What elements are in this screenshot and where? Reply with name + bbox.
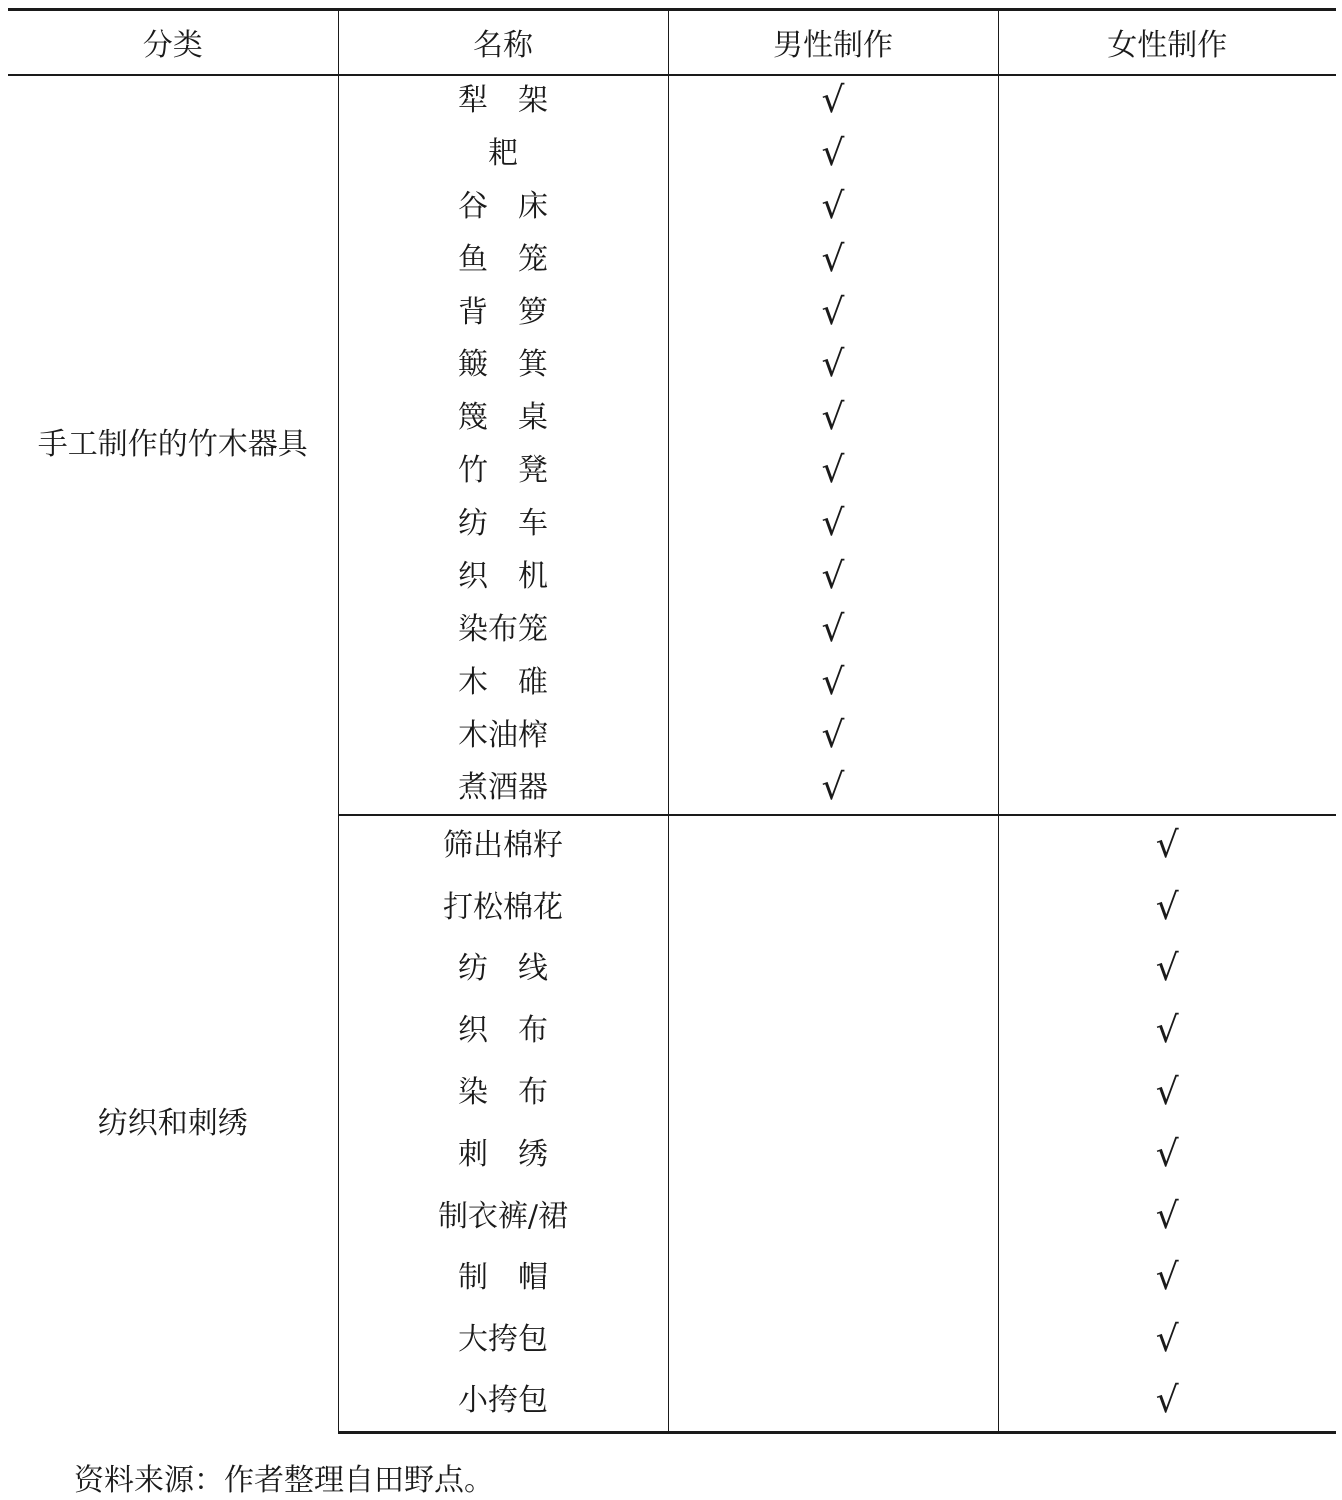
item-name-cell xyxy=(338,286,668,339)
male-made-cell xyxy=(668,233,998,286)
item-name: 鱼 笼 xyxy=(458,241,548,277)
male-made-cell xyxy=(668,939,998,1001)
male-made-cell xyxy=(668,603,998,656)
female-made-cell xyxy=(998,127,1336,180)
male-made-cell xyxy=(668,1371,998,1433)
item-name-cell xyxy=(338,709,668,762)
female-made-cell xyxy=(998,709,1336,762)
check-mark-icon: √ xyxy=(821,238,845,280)
item-name-cell xyxy=(338,1248,668,1310)
female-made-cell xyxy=(998,233,1336,286)
male-made-cell xyxy=(668,551,998,604)
item-name: 小挎包 xyxy=(458,1383,548,1419)
male-made-cell xyxy=(668,762,998,815)
table-row xyxy=(8,815,1336,877)
male-made-cell xyxy=(668,1248,998,1310)
item-name-cell xyxy=(338,603,668,656)
item-name: 煮酒器 xyxy=(458,770,548,806)
item-name: 纺 线 xyxy=(458,951,548,987)
check-mark-icon: √ xyxy=(1155,1010,1179,1052)
female-made-cell xyxy=(998,1371,1336,1433)
craft-production-table xyxy=(8,8,1336,1434)
male-made-cell xyxy=(668,815,998,877)
data-table-container xyxy=(8,8,1336,1434)
item-name: 篾 桌 xyxy=(458,400,548,436)
male-made-cell xyxy=(668,1000,998,1062)
check-mark-icon: √ xyxy=(821,555,845,597)
male-made-cell xyxy=(668,1124,998,1186)
female-made-cell xyxy=(998,498,1336,551)
female-made-cell xyxy=(998,762,1336,815)
check-mark-icon: √ xyxy=(821,503,845,545)
female-made-cell xyxy=(998,445,1336,498)
check-mark-icon: √ xyxy=(1155,948,1179,990)
item-name: 耙 xyxy=(488,135,518,171)
female-made-cell xyxy=(998,286,1336,339)
check-mark-icon: √ xyxy=(1155,886,1179,928)
female-made-cell xyxy=(998,877,1336,939)
item-name-cell xyxy=(338,815,668,877)
male-made-cell xyxy=(668,75,998,128)
item-name-cell xyxy=(338,1124,668,1186)
item-name: 打松棉花 xyxy=(443,889,563,925)
item-name-cell xyxy=(338,939,668,1001)
item-name: 染 布 xyxy=(458,1075,548,1111)
item-name: 制衣裤/裙 xyxy=(437,1198,569,1234)
source-footnote: 资料来源：作者整理自田野点。 xyxy=(74,1463,494,1498)
female-made-cell xyxy=(998,339,1336,392)
item-name: 背 箩 xyxy=(458,294,548,330)
male-made-cell xyxy=(668,339,998,392)
male-made-cell xyxy=(668,445,998,498)
male-made-cell xyxy=(668,1062,998,1124)
item-name-cell xyxy=(338,445,668,498)
female-made-cell xyxy=(998,1186,1336,1248)
item-name-cell xyxy=(338,75,668,128)
check-mark-icon: √ xyxy=(1155,1319,1179,1361)
item-name: 簸 箕 xyxy=(458,347,548,383)
female-made-cell xyxy=(998,1062,1336,1124)
check-mark-icon: √ xyxy=(821,291,845,333)
female-made-cell xyxy=(998,603,1336,656)
item-name-cell xyxy=(338,656,668,709)
female-made-cell xyxy=(998,1000,1336,1062)
male-made-cell xyxy=(668,1186,998,1248)
item-name: 刺 绣 xyxy=(458,1136,548,1172)
item-name-cell xyxy=(338,1309,668,1371)
table-row xyxy=(8,75,1336,128)
item-name: 木油榨 xyxy=(458,717,548,753)
male-made-cell xyxy=(668,656,998,709)
female-made-cell xyxy=(998,392,1336,445)
category-cell: 纺织和刺绣 xyxy=(8,815,338,1433)
female-made-cell xyxy=(998,815,1336,877)
male-made-cell xyxy=(668,1309,998,1371)
female-made-cell xyxy=(998,1248,1336,1310)
check-mark-icon: √ xyxy=(821,397,845,439)
male-made-cell xyxy=(668,392,998,445)
check-mark-icon: √ xyxy=(1155,1257,1179,1299)
check-mark-icon: √ xyxy=(821,132,845,174)
check-mark-icon: √ xyxy=(821,344,845,386)
female-made-cell xyxy=(998,1309,1336,1371)
item-name-cell xyxy=(338,1062,668,1124)
male-made-cell xyxy=(668,286,998,339)
check-mark-icon: √ xyxy=(1155,825,1179,867)
female-made-cell xyxy=(998,75,1336,128)
item-name: 竹 凳 xyxy=(458,453,548,489)
item-name-cell xyxy=(338,392,668,445)
item-name: 大挎包 xyxy=(458,1322,548,1358)
item-name-cell xyxy=(338,1186,668,1248)
check-mark-icon: √ xyxy=(821,185,845,227)
item-name-cell xyxy=(338,1000,668,1062)
check-mark-icon: √ xyxy=(1155,1133,1179,1175)
item-name-cell xyxy=(338,127,668,180)
item-name-cell xyxy=(338,551,668,604)
header-category: 分类 xyxy=(8,10,338,75)
item-name-cell xyxy=(338,180,668,233)
item-name: 木 碓 xyxy=(458,664,548,700)
header-female-made: 女性制作 xyxy=(998,10,1336,75)
check-mark-icon: √ xyxy=(821,714,845,756)
female-made-cell xyxy=(998,180,1336,233)
item-name-cell xyxy=(338,1371,668,1433)
check-mark-icon: √ xyxy=(1155,1195,1179,1237)
male-made-cell xyxy=(668,127,998,180)
item-name-cell xyxy=(338,498,668,551)
table-body xyxy=(8,75,1336,1433)
female-made-cell xyxy=(998,1124,1336,1186)
check-mark-icon: √ xyxy=(821,767,845,809)
item-name: 谷 床 xyxy=(458,188,548,224)
check-mark-icon: √ xyxy=(821,608,845,650)
item-name-cell xyxy=(338,877,668,939)
item-name: 制 帽 xyxy=(458,1260,548,1296)
check-mark-icon: √ xyxy=(1155,1072,1179,1114)
table-header-row xyxy=(8,10,1336,75)
male-made-cell xyxy=(668,180,998,233)
check-mark-icon: √ xyxy=(1155,1380,1179,1422)
female-made-cell xyxy=(998,656,1336,709)
header-male-made: 男性制作 xyxy=(668,10,998,75)
check-mark-icon: √ xyxy=(821,450,845,492)
male-made-cell xyxy=(668,498,998,551)
check-mark-icon: √ xyxy=(821,661,845,703)
female-made-cell xyxy=(998,939,1336,1001)
item-name: 织 机 xyxy=(458,558,548,594)
item-name: 犁 架 xyxy=(458,83,548,119)
check-mark-icon: √ xyxy=(821,80,845,122)
item-name-cell xyxy=(338,762,668,815)
item-name: 筛出棉籽 xyxy=(443,828,563,864)
male-made-cell xyxy=(668,877,998,939)
male-made-cell xyxy=(668,709,998,762)
category-cell: 手工制作的竹木器具 xyxy=(8,75,338,815)
item-name-cell xyxy=(338,233,668,286)
item-name: 纺 车 xyxy=(458,506,548,542)
item-name-cell xyxy=(338,339,668,392)
item-name: 织 布 xyxy=(458,1013,548,1049)
header-name: 名称 xyxy=(338,10,668,75)
female-made-cell xyxy=(998,551,1336,604)
item-name: 染布笼 xyxy=(458,611,548,647)
